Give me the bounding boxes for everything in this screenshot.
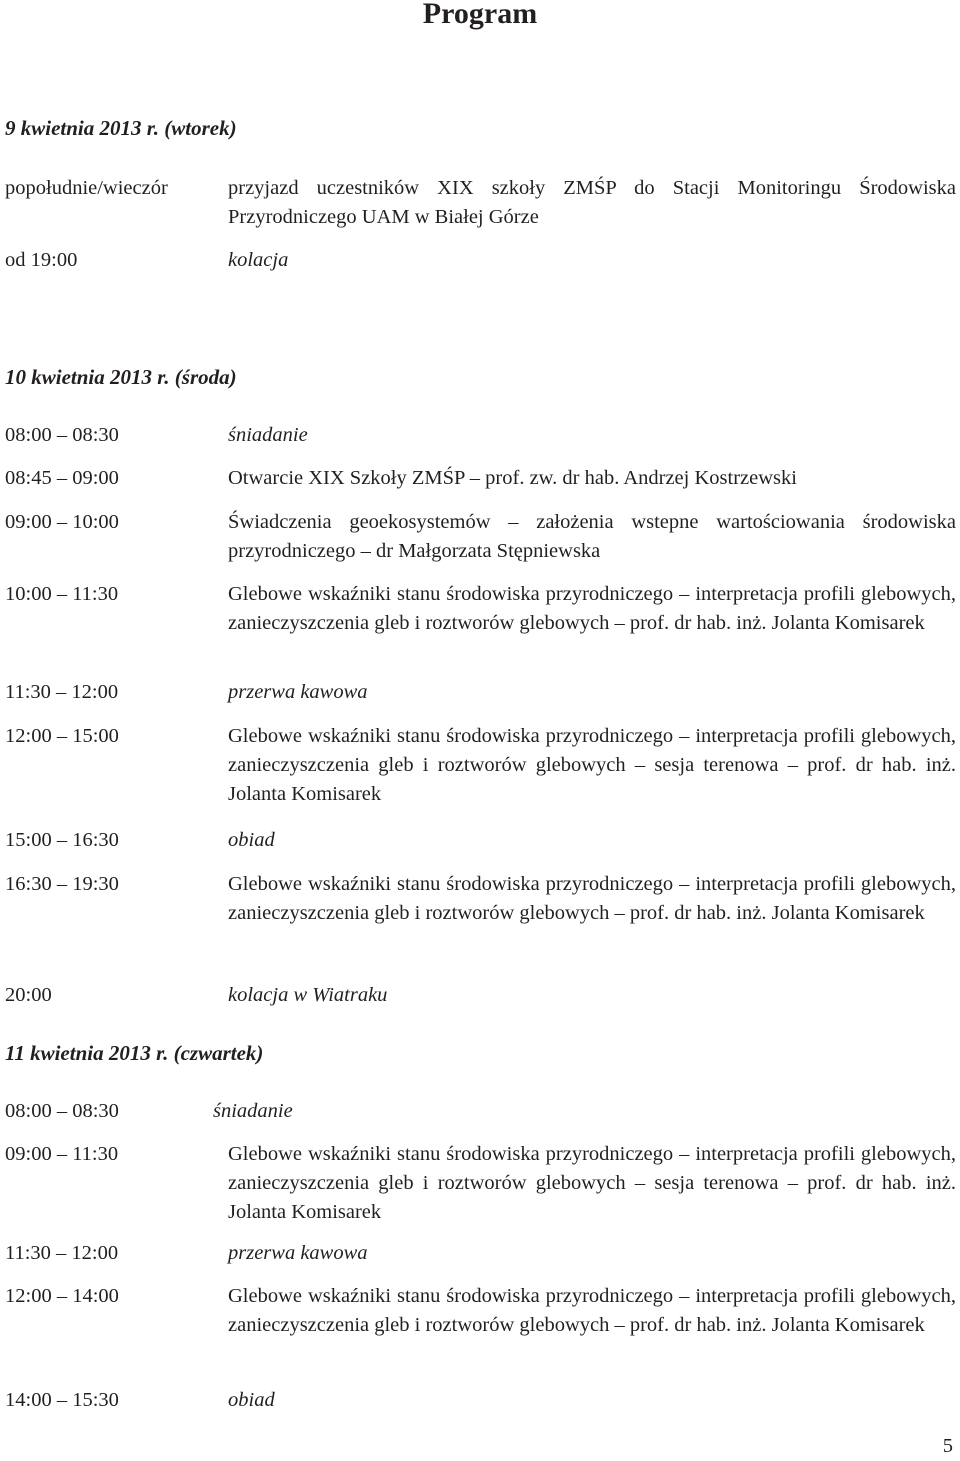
schedule-row <box>5 1386 956 1415</box>
row-description: przerwa kawowa <box>228 1242 368 1264</box>
row-time: od 19:00 <box>5 249 78 271</box>
row-description: Otwarcie XIX Szkoły ZMŚP – prof. zw. dr hab. Andrzej Kostrzewski <box>228 467 797 489</box>
row-description: przyjazd uczestników XIX szkoły ZMŚP do Stacji Monitoringu Środowiska Przyrodniczego UAM w Białej Górze <box>228 177 956 228</box>
row-description: kolacja <box>228 249 289 271</box>
schedule-row <box>5 421 956 450</box>
row-time: 10:00 – 11:30 <box>5 583 119 605</box>
row-time: 12:00 – 15:00 <box>5 725 119 747</box>
schedule-row <box>5 580 956 638</box>
day-heading-1: 9 kwietnia 2013 r. (wtorek) <box>5 116 237 140</box>
schedule-row <box>5 870 956 928</box>
row-description: śniadanie <box>213 1100 293 1122</box>
row-description: obiad <box>228 1389 275 1411</box>
schedule-row <box>5 981 956 1010</box>
row-time: 08:00 – 08:30 <box>5 424 119 446</box>
schedule-row <box>5 826 956 855</box>
row-description: Glebowe wskaźniki stanu środowiska przyrodniczego – interpretacja profili glebowych, zanieczyszczenia gleb i roztworów glebowych – prof. dr hab. inż. Jolanta Komisarek <box>228 583 956 634</box>
row-description: śniadanie <box>228 424 308 446</box>
row-time: 09:00 – 10:00 <box>5 511 119 533</box>
row-description: Glebowe wskaźniki stanu środowiska przyrodniczego – interpretacja profili glebowych, zanieczyszczenia gleb i roztworów glebowych – sesja terenowa – prof. dr hab. inż. Jolanta Komisarek <box>228 725 956 805</box>
row-time: 20:00 <box>5 984 52 1006</box>
row-description: Glebowe wskaźniki stanu środowiska przyrodniczego – interpretacja profili glebowych, zanieczyszczenia gleb i roztworów glebowych – sesja terenowa – prof. dr hab. inż. Jolanta Komisarek <box>228 1143 956 1223</box>
page-number: 5 <box>942 1435 953 1457</box>
day-heading-3: 11 kwietnia 2013 r. (czwartek) <box>5 1041 264 1065</box>
row-description: Świadczenia geoekosystemów – założenia wstepne wartościowania środowiska przyrodniczego – dr Małgorzata Stępniewska <box>228 511 956 562</box>
schedule-row <box>5 508 956 566</box>
schedule-row <box>5 464 956 493</box>
row-time: 16:30 – 19:30 <box>5 873 119 895</box>
schedule-row <box>5 1140 956 1227</box>
row-description: przerwa kawowa <box>228 681 368 703</box>
row-time: 09:00 – 11:30 <box>5 1143 119 1165</box>
schedule-row <box>5 678 956 707</box>
schedule-row <box>5 1097 956 1126</box>
row-description: Glebowe wskaźniki stanu środowiska przyrodniczego – interpretacja profili glebowych, zanieczyszczenia gleb i roztworów glebowych – prof. dr hab. inż. Jolanta Komisarek <box>228 873 956 924</box>
schedule-row <box>5 722 956 809</box>
page-title: Program <box>422 0 538 30</box>
schedule-row <box>5 174 956 232</box>
row-time: 11:30 – 12:00 <box>5 1242 119 1264</box>
row-time: 14:00 – 15:30 <box>5 1389 119 1411</box>
row-description: Glebowe wskaźniki stanu środowiska przyrodniczego – interpretacja profili glebowych, zanieczyszczenia gleb i roztworów glebowych – prof. dr hab. inż. Jolanta Komisarek <box>228 1285 956 1336</box>
row-time: popołudnie/wieczór <box>5 177 168 199</box>
schedule-row <box>5 1239 956 1268</box>
row-time: 15:00 – 16:30 <box>5 829 119 851</box>
row-time: 08:45 – 09:00 <box>5 467 119 489</box>
row-description: kolacja w Wiatraku <box>228 984 388 1006</box>
row-time: 08:00 – 08:30 <box>5 1100 119 1122</box>
day-heading-2: 10 kwietnia 2013 r. (środa) <box>5 365 237 389</box>
schedule-row <box>5 246 956 275</box>
schedule-row <box>5 1282 956 1340</box>
row-time: 11:30 – 12:00 <box>5 681 119 703</box>
row-time: 12:00 – 14:00 <box>5 1285 119 1307</box>
row-description: obiad <box>228 829 275 851</box>
